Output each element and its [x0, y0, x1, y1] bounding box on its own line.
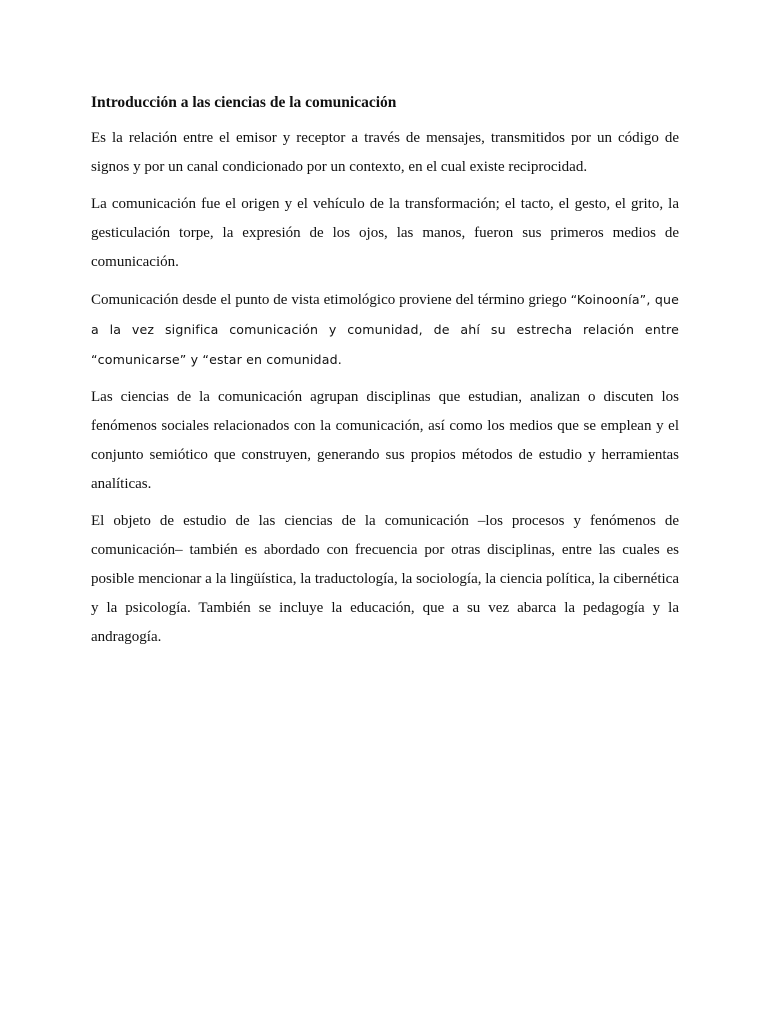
paragraph-etymology-intro: Comunicación desde el punto de vista etimológico proviene del término griego	[91, 292, 571, 308]
paragraph-object-of-study: El objeto de estudio de las ciencias de la comunicación –los procesos y fenómenos de comunicación– también es abordado con frecuencia por otras disciplinas, entre las cuales es posible mencionar a la lingüística, la traductología, la sociología, la ciencia política, la cibernética y la psicología. También se incluye la educación, que a su vez abarca la pedagogía y la andragogía.	[91, 513, 679, 645]
paragraph-disciplines: Las ciencias de la comunicación agrupan disciplinas que estudian, analizan o discuten los fenómenos sociales relacionados con la comunicación, así como los medios que se emplean y el conjunto semiótico que construyen, generando sus propios métodos de estudio y herramientas analíticas.	[91, 389, 679, 492]
paragraph-etymology-quote: “Koinoonía”, que a la vez significa comunicación y comunidad, de ahí su estrecha relación entre “comunicarse” y “estar en comunidad.	[91, 292, 680, 367]
document-title: Introducción a las ciencias de la comunicación	[91, 94, 397, 111]
paragraph-etymology	[91, 285, 679, 375]
paragraph-definition: Es la relación entre el emisor y receptor a través de mensajes, transmitidos por un código de signos y por un canal condicionado por un contexto, en el cual existe reciprocidad.	[91, 130, 679, 175]
document-body	[91, 92, 679, 660]
paragraph-origin: La comunicación fue el origen y el vehículo de la transformación; el tacto, el gesto, el grito, la gesticulación torpe, la expresión de los ojos, las manos, fueron sus primeros medios de comunicación.	[91, 196, 679, 270]
